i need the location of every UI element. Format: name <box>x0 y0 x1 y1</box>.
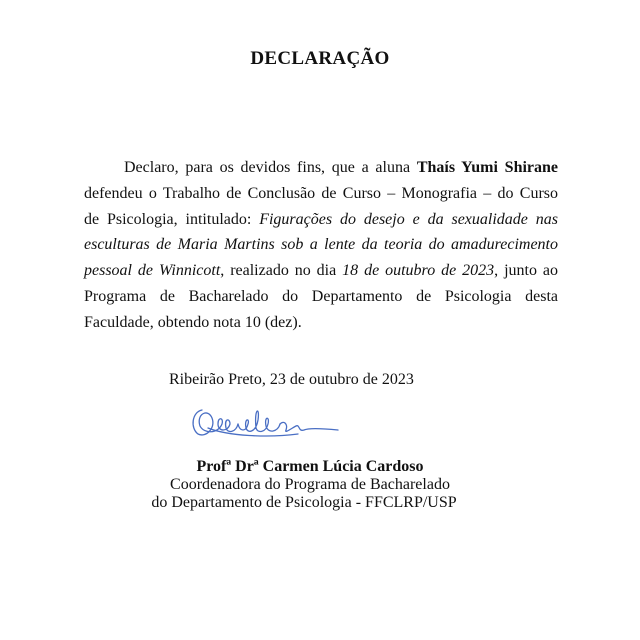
text-segment: defendeu o Trabalho de Conclusão de Curso – Monografia – do Curso <box>84 184 558 202</box>
text-segment: Programa de Bacharelado do Departamento de Psicologia desta <box>84 287 558 305</box>
body-line <box>84 258 558 284</box>
body-line <box>84 284 558 310</box>
place-date: Ribeirão Preto, 23 de outubro de 2023 <box>169 371 414 388</box>
declaration-body <box>84 155 558 336</box>
body-line <box>84 310 558 336</box>
body-line <box>84 207 558 233</box>
text-segment: , junto ao <box>494 262 558 280</box>
italic-text: 18 de outubro de 2023 <box>342 262 495 280</box>
handwritten-signature <box>188 398 368 444</box>
signer-department: do Departamento de Psicologia - FFCLRP/USP <box>151 494 457 511</box>
text-segment: Declaro, para os devidos fins, que a aluna <box>124 159 417 176</box>
italic-text: esculturas de Maria Martins sob a lente da teoria do amadurecimento <box>84 236 558 254</box>
body-line <box>84 232 558 258</box>
document-title: DECLARAÇÃO <box>250 48 390 69</box>
signer-role: Coordenadora do Programa de Bacharelado <box>170 476 450 493</box>
italic-text: Figurações do desejo e da sexualidade nas <box>259 210 559 228</box>
text-segment: Faculdade, obtendo nota 10 (dez). <box>84 313 302 331</box>
signer-name: Profª Drª Carmen Lúcia Cardoso <box>196 458 424 475</box>
body-line <box>84 155 558 181</box>
bold-text: Thaís Yumi Shirane <box>416 159 559 176</box>
body-line <box>84 181 558 207</box>
signer-block <box>0 458 640 512</box>
text-segment: de Psicologia, intitulado: <box>84 210 260 228</box>
text-segment: , realizado no dia <box>220 262 343 280</box>
italic-text: pessoal de Winnicott <box>84 262 221 280</box>
